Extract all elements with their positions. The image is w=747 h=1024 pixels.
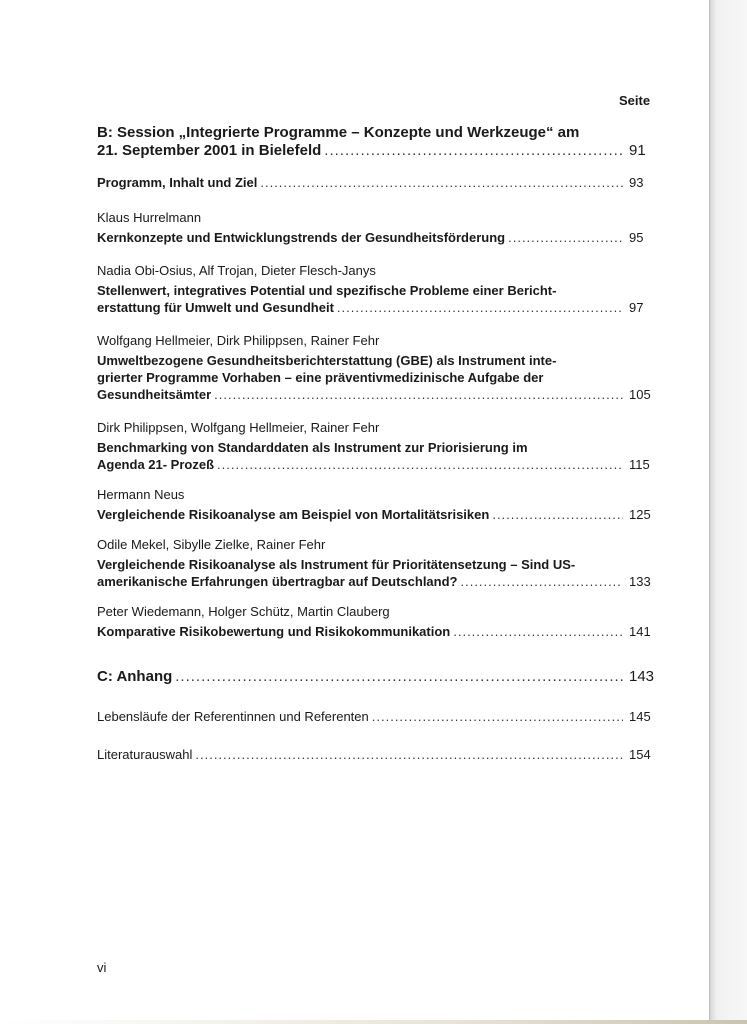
toc-entry-authors: Klaus Hurrelmann [97,210,202,225]
toc-entry-title-line: Stellenwert, integratives Potential und spezifische Probleme einer Bericht- [97,283,557,298]
section-c-title: C: Anhang [97,668,173,685]
appendix-entry [97,708,653,725]
page-number: 125 [629,507,651,522]
toc-title-row [97,386,653,403]
leader-dots [453,623,623,640]
toc-entry-title-line: Umweltbezogene Gesundheitsberichterstattung (GBE) als Instrument inte- [97,353,557,368]
toc-entry-authors: Hermann Neus [97,487,185,502]
toc-entry-title-line: grierter Programme Vorhaben – eine präventivmedizinische Aufgabe der [97,370,544,385]
toc-entry-title: Komparative Risikobewertung und Risikokommunikation [97,624,451,639]
toc-title-row [97,506,653,523]
section-b-title-line1: B: Session „Integrierte Programme – Konzepte und Werkzeuge“ am [97,124,580,141]
toc-title-row [97,229,653,246]
page-number: 145 [629,709,651,724]
page-column-label: Seite [619,93,651,108]
leader-dots [372,708,623,725]
toc-entry-title-line: Benchmarking von Standarddaten als Instrument zur Priorisierung im [97,440,528,455]
leader-dots [195,746,623,763]
section-c-title-row [97,668,653,686]
page-number: 105 [629,387,651,402]
page-number: 95 [629,230,644,245]
toc-title-row [97,456,653,473]
toc-entry [97,420,653,473]
section-b-title-row [97,142,653,160]
page-number: 97 [629,300,644,315]
toc-entry-title: Agenda 21- Prozeß [97,457,215,472]
leader-dots [175,668,623,686]
leader-dots [492,506,623,523]
appendix-title: Literaturauswahl [97,747,193,762]
section-b-title-line2: 21. September 2001 in Bielefeld [97,142,322,159]
appendix-title: Lebensläufe der Referentinnen und Referenten [97,709,369,724]
toc-entry-authors: Peter Wiedemann, Holger Schütz, Martin Clauberg [97,604,390,619]
leader-dots [508,229,623,246]
page-number: 93 [629,175,644,190]
appendix-entry [97,746,653,763]
page-number: 133 [629,574,651,589]
toc-entry-title: Gesundheitsämter [97,387,212,402]
toc-entry-title: amerikanische Erfahrungen übertragbar auf Deutschland? [97,574,458,589]
toc-title-row [97,299,653,316]
toc-entry-title-line: Vergleichende Risikoanalyse als Instrument für Prioritätensetzung – Sind US- [97,557,576,572]
page-number: 154 [629,747,651,762]
toc-title-row [97,708,653,725]
toc-entry-authors: Wolfgang Hellmeier, Dirk Philippsen, Rainer Fehr [97,333,380,348]
toc-entry-title: erstattung für Umwelt und Gesundheit [97,300,334,315]
leader-dots [214,386,623,403]
leader-dots [337,299,623,316]
toc-entry [97,210,653,246]
page-number: 141 [629,624,651,639]
toc-entry-title: Programm, Inhalt und Ziel [97,175,258,190]
toc-entry-title: Kernkonzepte und Entwicklungstrends der Gesundheitsförderung [97,230,506,245]
scan-border [0,1020,747,1024]
footer-page-number: vi [97,960,107,975]
toc-entry-authors: Dirk Philippsen, Wolfgang Hellmeier, Rainer Fehr [97,420,380,435]
toc-title-row [97,573,653,590]
section-c-heading [97,668,653,686]
toc-title-row [97,174,653,191]
toc-title-row [97,746,653,763]
page-number: 91 [629,142,646,159]
leader-dots [260,174,623,191]
page-number: 143 [629,668,655,685]
toc-entry-title: Vergleichende Risikoanalyse am Beispiel von Mortalitätsrisiken [97,507,490,522]
toc-entry-authors: Nadia Obi-Osius, Alf Trojan, Dieter Flesch-Janys [97,263,376,278]
leader-dots [460,573,623,590]
toc-entry [97,537,653,590]
toc-title-row [97,623,653,640]
section-b-heading [97,124,653,160]
page-number: 115 [629,457,650,472]
toc-entry [97,487,653,523]
leader-dots [324,142,623,160]
toc-entry [97,174,653,191]
leader-dots [217,456,623,473]
toc-entry-authors: Odile Mekel, Sibylle Zielke, Rainer Fehr [97,537,326,552]
toc-entry [97,333,653,403]
table-of-contents [97,124,653,763]
toc-entry [97,604,653,640]
page-edge-shadow [709,0,747,1024]
toc-entry [97,263,653,316]
